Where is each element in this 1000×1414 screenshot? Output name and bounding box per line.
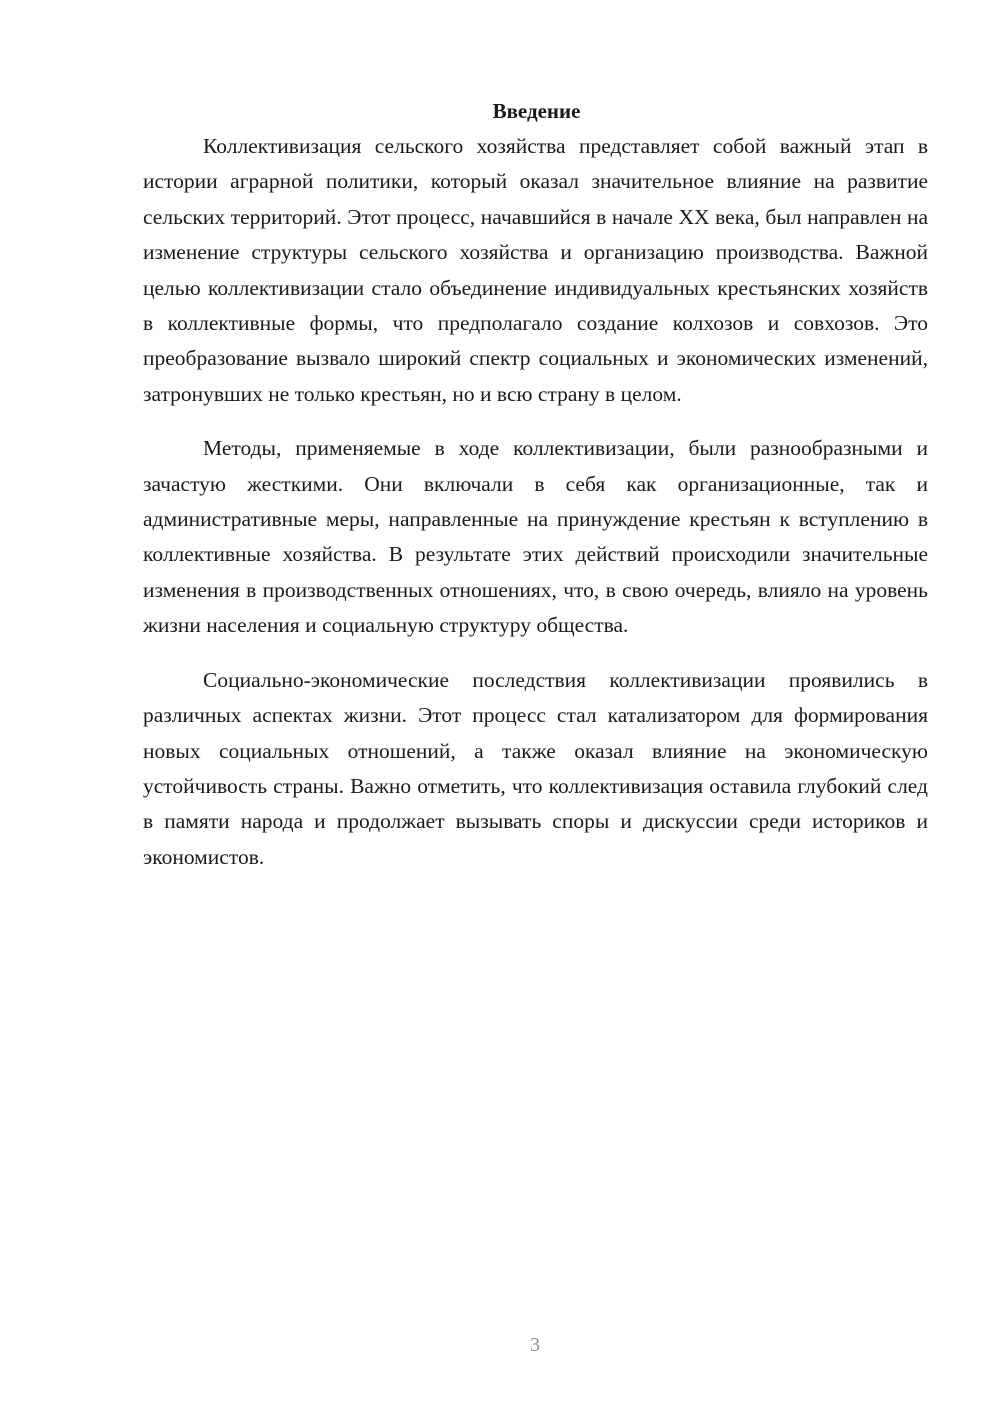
paragraph-consequences: Социально-экономические последствия коллективизации проявились в различных аспектах жизни. Этот процесс стал катализатором для формирования новых социальных отношений, а также оказал влияние на экономическую устойчивость страны. Важно отметить, что коллективизация оставила глубокий след в памяти народа и продолжает вызывать споры и дискуссии среди историков и экономистов. — [143, 667, 928, 869]
page-title: Введение — [492, 99, 581, 123]
paragraph-methods: Методы, применяемые в ходе коллективизации, были разнообразными и зачастую жесткими. Они включали в себя как организационные, так и административные меры, направленные на принуждение крестьян к вступлению в коллективные хозяйства. В результате этих действий происходили значительные изменения в производственных отношениях, что, в свою очередь, влияло на уровень жизни населения и социальную структуру общества. — [143, 436, 928, 638]
paragraph-intro: Коллективизация сельского хозяйства представляет собой важный этап в истории аграрной политики, который оказал значительное влияние на развитие сельских территорий. Этот процесс, начавшийся в начале XX века, был направлен на изменение структуры сельского хозяйства и организацию производства. Важной целью коллективизации стало объединение индивидуальных крестьянских хозяйств в коллективные формы, что предполагало создание колхозов и совхозов. Это преобразование вызвало широкий спектр социальных и экономических изменений, затронувших не только крестьян, но и всю страну в целом. — [143, 134, 928, 406]
page-number: 3 — [530, 1334, 540, 1356]
page-content — [143, 94, 928, 875]
